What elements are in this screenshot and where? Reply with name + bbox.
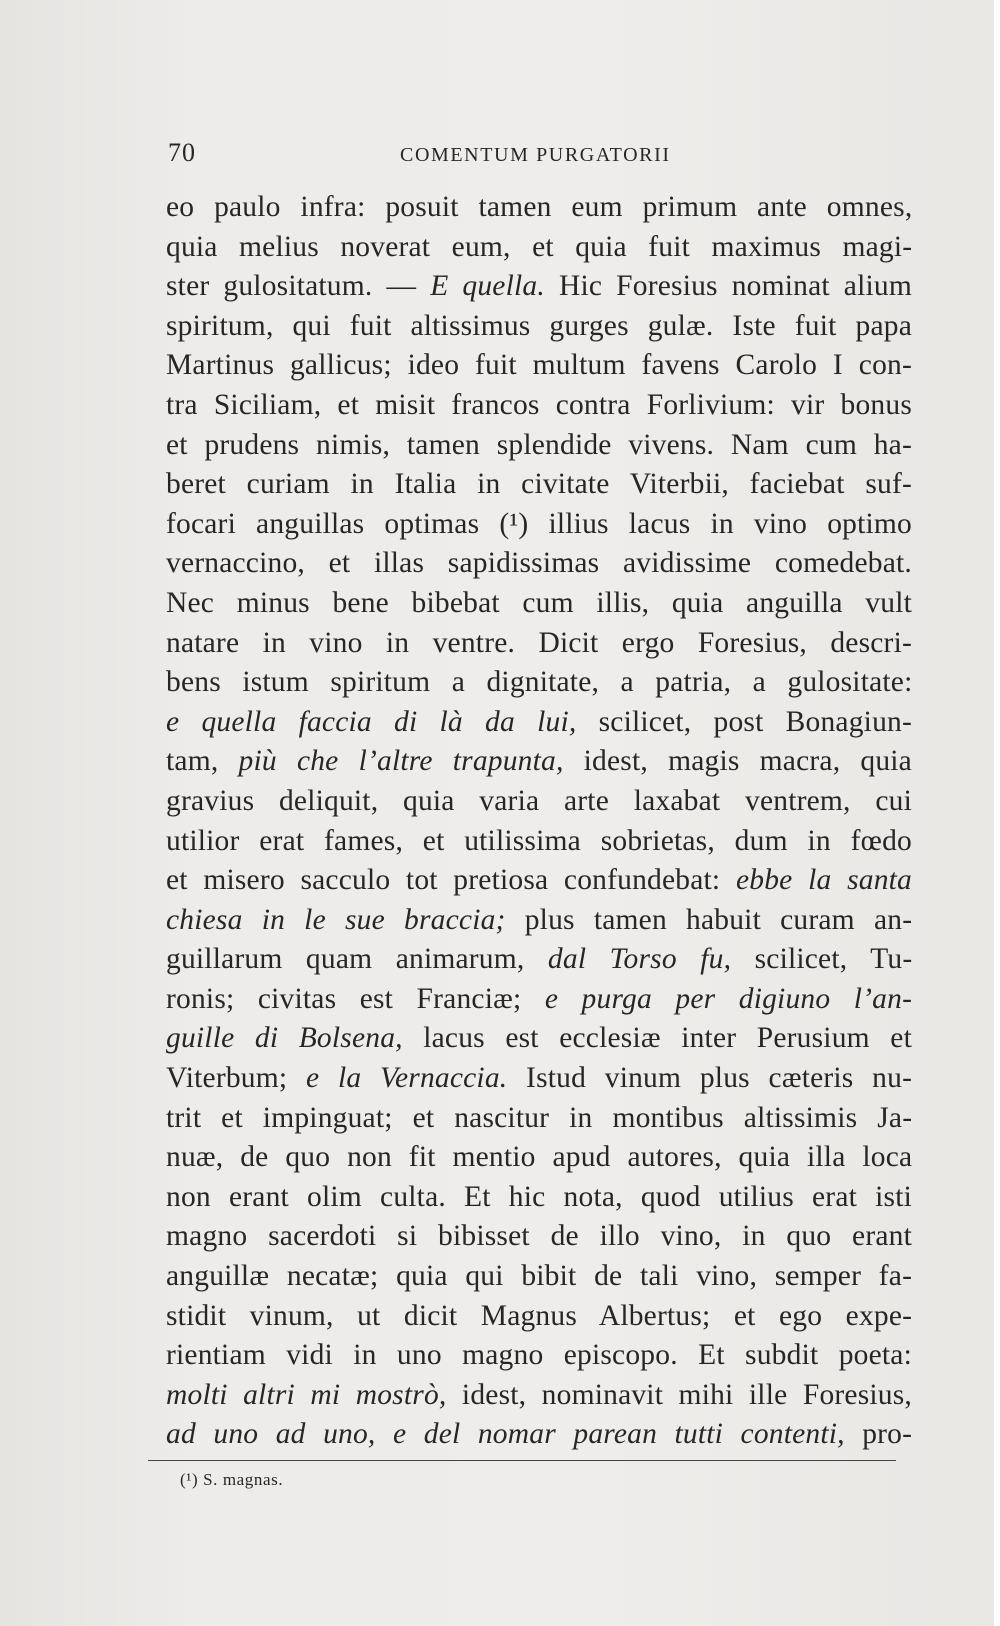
text-run: Viterbum; bbox=[166, 1062, 306, 1095]
text-run: ronis; civitas est Franciæ; bbox=[166, 982, 545, 1015]
text-line bbox=[166, 1336, 912, 1376]
text-run: natare in vino in ventre. Dicit ergo Foresius, descri- bbox=[166, 626, 912, 659]
text-line bbox=[166, 1178, 912, 1218]
text-line bbox=[166, 1138, 912, 1178]
text-line bbox=[166, 1059, 912, 1099]
text-run: anguillæ necatæ; quia qui bibit de tali vino, semper fa- bbox=[166, 1260, 913, 1293]
text-line bbox=[166, 1217, 912, 1257]
text-run: rientiam vidi in uno magno episcopo. Et subdit poeta: bbox=[166, 1339, 912, 1372]
text-run: plus tamen habuit curam an- bbox=[505, 903, 913, 936]
italic-quote: ebbe la santa bbox=[735, 864, 912, 897]
running-head: COMENTUM PURGATORII bbox=[400, 144, 671, 166]
text-line bbox=[166, 1099, 912, 1139]
page-header bbox=[168, 138, 908, 178]
text-line bbox=[166, 584, 912, 624]
text-line bbox=[166, 663, 912, 703]
text-line bbox=[166, 386, 912, 426]
text-run: scilicet, post Bonagiun- bbox=[576, 705, 913, 738]
italic-quote: e la Vernaccia. bbox=[305, 1062, 508, 1095]
text-run: eo paulo infra: posuit tamen eum primum ante omnes, bbox=[166, 191, 913, 223]
text-run: lacus est ecclesiæ inter Perusium et bbox=[402, 1022, 912, 1055]
text-run: Hic Foresius nominat alium bbox=[544, 270, 912, 303]
italic-quote: E quella. bbox=[430, 270, 545, 303]
text-run: focari anguillas optimas (¹) illius lacus in vino optimo bbox=[166, 507, 912, 540]
text-run: quia melius noverat eum, et quia fuit maximus magi- bbox=[166, 230, 913, 263]
text-run: gravius deliquit, quia varia arte laxabat ventrem, cui bbox=[166, 784, 912, 817]
italic-quote: chiesa in le sue braccia; bbox=[166, 903, 506, 936]
text-line bbox=[166, 980, 912, 1020]
text-line bbox=[166, 426, 912, 466]
text-run: bens istum spiritum a dignitate, a patria, a gulositate: bbox=[166, 666, 913, 699]
main-text bbox=[166, 188, 912, 1455]
text-line bbox=[166, 505, 912, 545]
text-line bbox=[166, 742, 912, 782]
text-line bbox=[166, 465, 912, 505]
text-run: nuæ, de quo non fit mentio apud autores, quia illa loca bbox=[166, 1141, 913, 1174]
text-line bbox=[166, 346, 912, 386]
text-line bbox=[166, 228, 912, 268]
text-run: utilior erat fames, et utilissima sobrietas, dum in fœdo bbox=[166, 824, 912, 857]
text-run: scilicet, Tu- bbox=[731, 943, 913, 976]
text-run: et misero sacculo tot pretiosa confundebat: bbox=[166, 864, 736, 897]
italic-quote: molti altri mi mostrò, bbox=[166, 1378, 447, 1411]
italic-quote: più che l’altre trapunta, bbox=[238, 745, 564, 778]
text-run: stidit vinum, ut dicit Magnus Albertus; et ego expe- bbox=[166, 1299, 913, 1332]
text-run: pro- bbox=[844, 1418, 913, 1451]
footnote: (¹) S. magnas. bbox=[180, 1470, 284, 1489]
text-run: et prudens nimis, tamen splendide vivens. Nam cum ha- bbox=[166, 428, 912, 461]
text-line bbox=[166, 624, 912, 664]
text-line bbox=[166, 822, 912, 862]
text-run: non erant olim culta. Et hic nota, quod utilius erat isti bbox=[166, 1180, 912, 1213]
text-run: Istud vinum plus cæteris nu- bbox=[507, 1062, 913, 1095]
text-line bbox=[166, 901, 912, 941]
text-run: spiritum, qui fuit altissimus gurges gulæ. Iste fuit papa bbox=[166, 309, 912, 342]
italic-quote: e quella faccia di là da lui, bbox=[166, 705, 577, 738]
text-run: guillarum quam animarum, bbox=[166, 943, 548, 976]
text-line bbox=[166, 544, 912, 584]
text-line bbox=[166, 307, 912, 347]
text-run: magno sacerdoti si bibisset de illo vino, in quo erant bbox=[166, 1220, 912, 1253]
text-line bbox=[166, 1297, 912, 1337]
text-run: Nec minus bene bibebat cum illis, quia anguilla vult bbox=[166, 586, 912, 619]
italic-quote: guille di Bolsena, bbox=[166, 1022, 403, 1055]
text-line bbox=[166, 267, 912, 307]
page-number: 70 bbox=[168, 138, 196, 167]
italic-quote: dal Torso fu, bbox=[547, 943, 732, 976]
text-line bbox=[166, 1376, 912, 1416]
text-line bbox=[166, 188, 912, 228]
text-line bbox=[166, 1019, 912, 1059]
italic-quote: ad uno ad uno, e del nomar parean tutti contenti, bbox=[166, 1418, 845, 1451]
text-line bbox=[166, 703, 912, 743]
page-edge bbox=[994, 0, 1000, 1626]
text-run: ster gulositatum. — bbox=[166, 270, 431, 303]
text-run: trit et impinguat; et nascitur in montibus altissimis Ja- bbox=[166, 1101, 913, 1134]
text-line bbox=[166, 861, 912, 901]
text-run: idest, nominavit mihi ille Foresius, bbox=[446, 1378, 912, 1411]
text-run: tra Siciliam, et misit francos contra Forlivium: vir bonus bbox=[166, 388, 912, 421]
italic-quote: e purga per digiuno l’an- bbox=[544, 982, 913, 1015]
text-line bbox=[166, 1415, 912, 1455]
text-run: tam, bbox=[166, 745, 239, 778]
text-run: Martinus gallicus; ideo fuit multum favens Carolo I con- bbox=[166, 349, 912, 382]
footnote-rule bbox=[148, 1460, 896, 1461]
text-line bbox=[166, 1257, 912, 1297]
text-line bbox=[166, 940, 912, 980]
text-run: vernaccino, et illas sapidissimas avidissime comedebat. bbox=[166, 547, 912, 580]
text-run: idest, magis macra, quia bbox=[563, 745, 912, 778]
text-line bbox=[166, 782, 912, 822]
text-run: beret curiam in Italia in civitate Viterbii, faciebat suf- bbox=[166, 468, 912, 501]
